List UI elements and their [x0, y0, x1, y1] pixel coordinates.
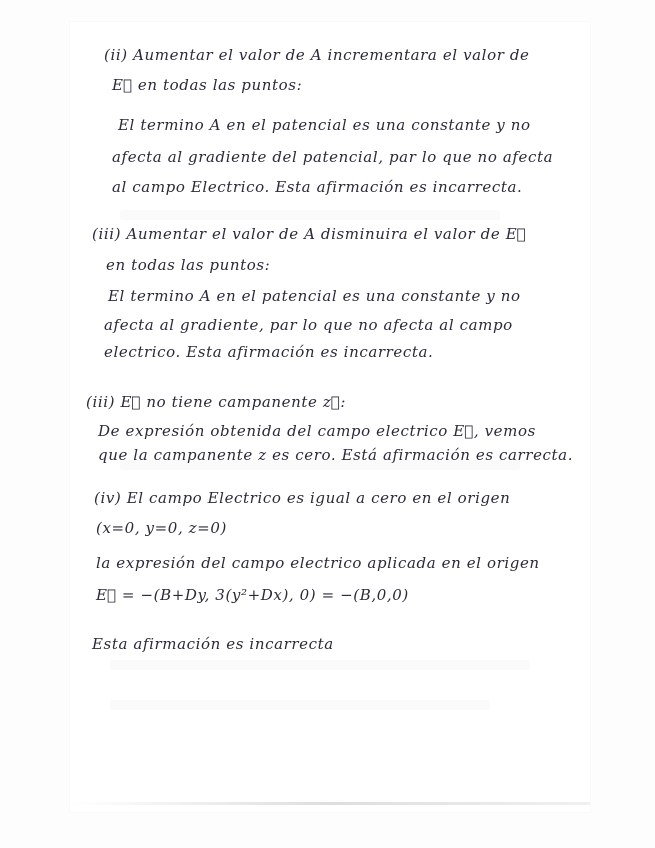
item-iv-conclusion: Esta afirmación es incarrecta	[92, 635, 334, 653]
bleed-through-mark	[110, 660, 530, 670]
item-ii-answer-line2: afecta al gradiente del patencial, par lo que no afecta	[112, 148, 554, 166]
item-iv-equation: E⃗ = −(B+Dy, 3(y²+Dx), 0) = −(B,0,0)	[96, 586, 409, 604]
item-iii-z-answer-line2: que la campanente z es cero. Está afirmación es carrecta.	[98, 446, 574, 464]
item-iv-heading: (iv) El campo Electrico es igual a cero en el origen	[94, 489, 511, 507]
bleed-through-mark	[110, 700, 490, 710]
bleed-through-mark	[120, 210, 500, 220]
item-iii-z-answer-line1: De expresión obtenida del campo electrico E⃗, vemos	[98, 422, 536, 440]
item-ii-heading-cont: E⃗ en todas las puntos:	[112, 76, 303, 94]
item-ii-heading: (ii) Aumentar el valor de A incrementara el valor de	[104, 46, 530, 64]
item-iii-answer-line3: electrico. Esta afirmación es incarrecta.	[104, 343, 434, 361]
page-bottom-edge	[70, 802, 590, 805]
item-iii-heading: (iii) Aumentar el valor de A disminuira el valor de E⃗	[92, 225, 527, 243]
paper-sheet	[70, 22, 590, 812]
item-iii-heading-cont: en todas las puntos:	[106, 256, 271, 274]
item-iv-answer-line1: la expresión del campo electrico aplicada en el origen	[96, 554, 540, 572]
item-iii-answer-line1: El termino A en el patencial es una constante y no	[108, 287, 521, 305]
item-iii-z-heading: (iii) E⃗ no tiene campanente z⃗:	[86, 393, 346, 411]
item-ii-answer-line1: El termino A en el patencial es una constante y no	[118, 116, 531, 134]
item-ii-answer-line3: al campo Electrico. Esta afirmación es incarrecta.	[112, 178, 523, 196]
item-iv-origin-coords: (x=0, y=0, z=0)	[96, 519, 227, 537]
item-iii-answer-line2: afecta al gradiente, par lo que no afecta al campo	[104, 316, 513, 334]
